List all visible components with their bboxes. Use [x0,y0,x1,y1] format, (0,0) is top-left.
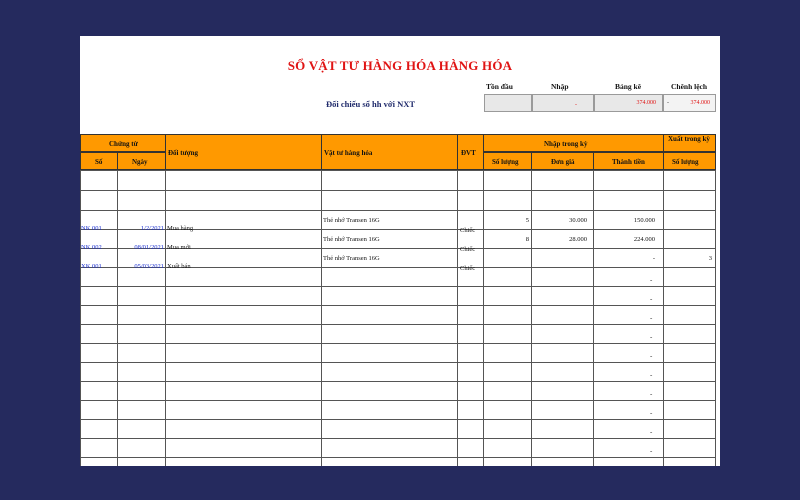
row-thanh-tien-empty[interactable]: - [650,409,653,417]
summary-header-chenh-lech: Chênh lệch [671,82,708,91]
row-thanh-tien-empty[interactable]: - [650,333,653,341]
grid-hline [80,457,716,458]
row-thanh-tien-empty[interactable]: - [650,276,653,284]
row-xuat[interactable]: 3 [708,255,712,262]
summary-header-bang-ke: Bảng kê [615,82,642,91]
spreadsheet [80,36,720,466]
summary-ton-dau-cell[interactable] [484,94,532,112]
grid-hline [80,438,716,439]
grid-hline [80,170,716,171]
row-thanh-tien-empty[interactable]: - [650,428,653,436]
grid-hline [80,286,716,287]
grid-hline [80,400,716,401]
row-thanh-tien[interactable]: 224.000 [633,236,655,243]
grid-vline [117,170,118,466]
header-don-gia: Đơn giá [531,152,594,170]
row-doi-tuong[interactable]: Mua mới [167,244,191,251]
row-dvt[interactable]: Chiếc [460,227,476,234]
row-vat-tu[interactable]: Thẻ nhớ Transen 16G [323,255,380,262]
header-thanh-tien: Thành tiền [593,152,664,170]
row-don-gia[interactable]: 30.000 [569,217,587,224]
summary-bang-ke-cell[interactable]: 374.000 [594,94,663,112]
grid-hline [80,362,716,363]
header-vat-tu: Vật tư hàng hóa [321,134,458,170]
row-doi-tuong[interactable]: Mua hàng [167,225,194,232]
grid-hline [80,343,716,344]
row-thanh-tien[interactable]: - [652,255,655,262]
grid-hline [80,190,716,191]
header-xuat-so-luong: Số lượng [663,152,716,170]
grid-vline [80,170,81,466]
sheet-title: SỔ VẬT TƯ HÀNG HÓA HÀNG HÓA [287,58,513,73]
row-ngay[interactable]: 08/01/2021 [134,244,164,251]
summary-nhap-cell[interactable]: - [532,94,594,112]
header-xuat-trong-ky: Xuất trong kỳ [663,134,716,152]
grid-vline [593,170,594,466]
row-vat-tu[interactable]: Thẻ nhớ Transen 16G [323,217,380,224]
row-so[interactable]: NK 001 [81,225,102,232]
header-so: Số [80,152,118,170]
header-chung-tu: Chứng từ [80,134,166,152]
grid-hline [80,305,716,306]
row-so[interactable]: NK 002 [81,244,102,251]
header-ngay: Ngày [117,152,166,170]
grid-vline [531,170,532,466]
grid-vline [457,170,458,466]
grid-vline [165,170,166,466]
row-thanh-tien-empty[interactable]: - [650,447,653,455]
row-dvt[interactable]: Chiếc [460,265,476,272]
grid-vline [321,170,322,466]
header-doi-tuong: Đối tượng [165,134,322,170]
row-vat-tu[interactable]: Thẻ nhớ Transen 16G [323,236,380,243]
row-ngay[interactable]: 1/2/2021 [140,225,164,232]
summary-chenh-lech-cell[interactable]: - 374.000 [663,94,716,112]
row-thanh-tien-empty[interactable]: - [650,295,653,303]
row-dvt[interactable]: Chiếc [460,246,476,253]
row-doi-tuong[interactable]: Xuất bán [167,263,191,270]
grid-hline [80,210,716,211]
row-thanh-tien[interactable]: 150.000 [633,217,655,224]
summary-header-nhap: Nhập [551,82,569,91]
row-thanh-tien-empty[interactable]: - [650,314,653,322]
row-thanh-tien-empty[interactable]: - [650,390,653,398]
row-so-luong[interactable]: 5 [525,217,529,224]
grid-vline [663,170,664,466]
grid-hline [80,381,716,382]
row-don-gia[interactable]: 28.000 [569,236,587,243]
row-thanh-tien-empty[interactable]: - [650,352,653,360]
row-thanh-tien-empty[interactable]: - [650,371,653,379]
header-so-luong: Số lượng [483,152,532,170]
row-so-luong[interactable]: 8 [525,236,529,243]
grid-vline [483,170,484,466]
header-nhap-trong-ky: Nhập trong kỳ [483,134,664,152]
grid-hline [80,419,716,420]
row-so[interactable]: XK 001 [81,263,102,270]
grid-hline [80,324,716,325]
summary-header-ton-dau: Tồn đầu [486,82,513,91]
row-ngay[interactable]: 05/03/2021 [134,263,164,270]
reconcile-label: Đối chiếu sổ hh với NXT [326,99,416,109]
header-dvt: ĐVT [457,134,484,170]
grid-vline [715,170,716,466]
